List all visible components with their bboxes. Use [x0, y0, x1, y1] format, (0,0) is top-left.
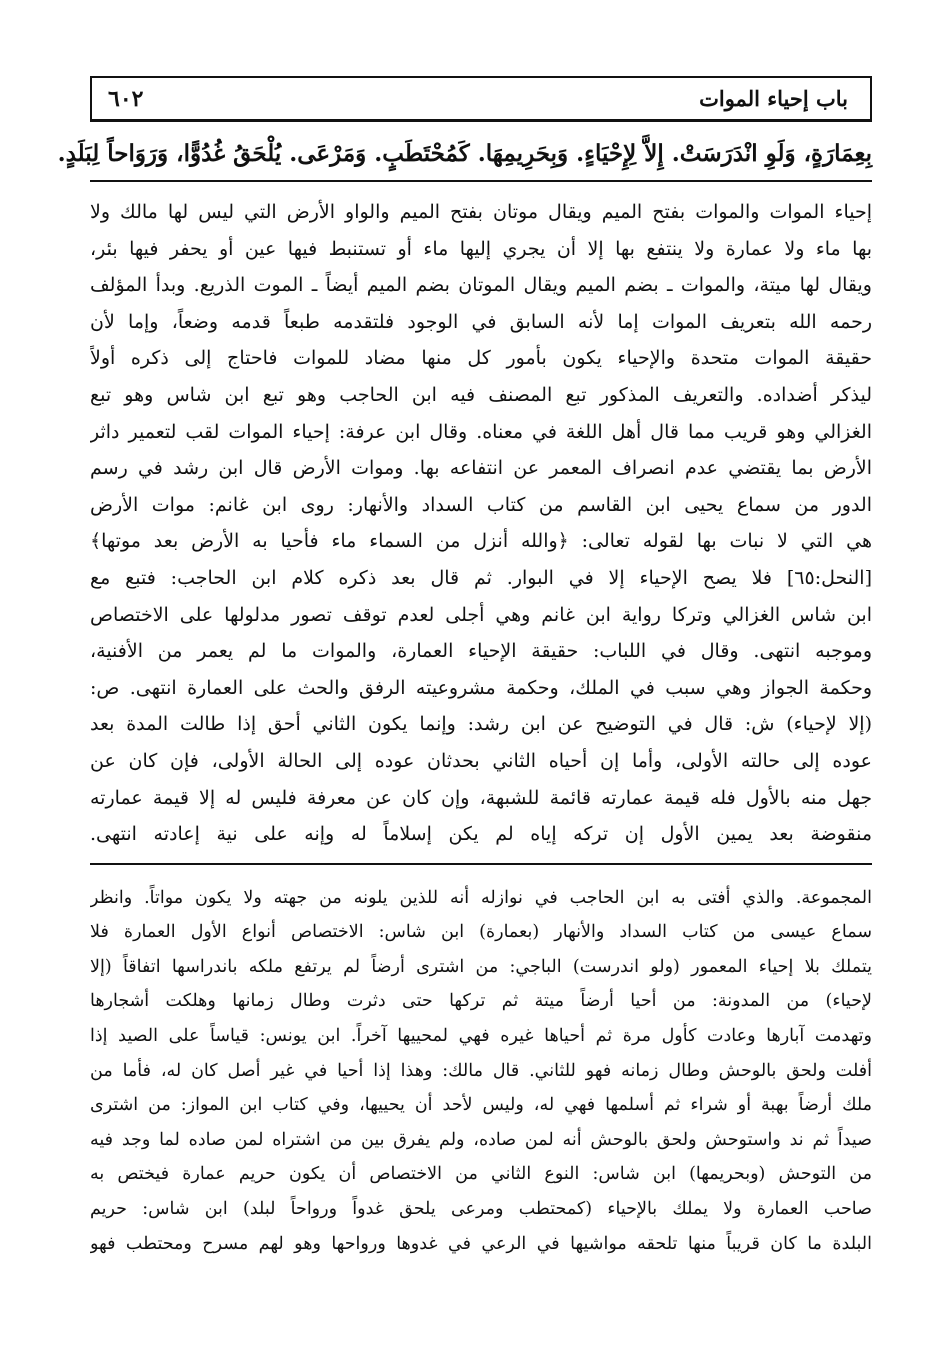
commentary-body	[90, 194, 872, 853]
commentary-line: حقيقة الموات متحدة والإحياء يكون بأمور كل منها مضاد للموات فاحتاج إلى ذكره أولاً	[90, 347, 872, 370]
commentary-line: (إلا لإحياء) ش: قال في التوضيح عن ابن رشد: وإنما يكون الثاني أحق إذا طالت المدة بعد	[90, 713, 872, 736]
note-line: من التوحش (وبحريمها) ابن شاس: النوع الثاني من الاختصاص أن يكون حريم عمارة فيختص به	[90, 1164, 872, 1185]
note-line: المجموعة. والذي أفتى به ابن الحاجب في نوازله أنه للذين يلونه من جهته ولا يكون مواتاً. وانظر	[90, 887, 872, 908]
note-line: أفلت ولحق بالوحش وطال زمانه فهو للثاني. قال مالك: وهذا إذا أحيا في غير أصل كان له، فأما من	[90, 1060, 872, 1081]
chapter-title: باب إحياء الموات	[699, 86, 848, 111]
commentary-line: رحمه الله بتعريف الموات إما لأنه السابق في الوجود فلتقدمه طبعاً قدمه وضعاً، وإما لأن	[90, 310, 872, 333]
commentary-line: ويقال لها ميتة، والموات ـ بضم الميم ويقال الموتان بضم الميم أيضاً ـ الموت الذريع. وبدأ المؤلف	[90, 274, 872, 297]
note-line: سماع عيسى من كتاب السداد والأنهار (بعمارة) ابن شاس: الاختصاص أنواع الأول العمارة فلا	[90, 922, 872, 943]
commentary-line: الغزالي وهو قريب مما قال أهل اللغة في معناه. وقال ابن عرفة: إحياء الموات لقب لتعمير داثر	[90, 420, 872, 443]
matn-text: بِعِمَارَةٍ، وَلَوِ انْدَرَسَتْ. إِلاَّ لِإِحْيَاءٍ. وَبِحَرِيمِهَا. كَمُحْتَطَبٍ. وَمَرْعَى. يُلْحَقُ غُدُوًّا، وَرَوَاحاً لِبَلَدٍ.	[57, 140, 872, 167]
page-header	[90, 76, 872, 122]
note-line: صيداً ثم ند واستوحش ولحق بالوحش أنه لمن صاده، ولم يفرق بين من اشتراه لمن صاده لما وجد فيه	[90, 1129, 872, 1150]
note-line: لإحياء) من المدونة: من أحيا أرضاً ميتة ثم تركها حتى دثرت وطال زمانها وهلكت أشجارها	[90, 991, 872, 1012]
commentary-line: بها ماء ولا عمارة ولا ينتفع بها إلا أن يجري إليها ماء أو تستنبط فيها عين أو يحفر فيها بئر،	[90, 237, 872, 260]
commentary-line: ابن شاس الغزالي وتركا رواية ابن غانم وهي أجلى لعدم توقف تصور مدلولها على الاختصاص	[90, 603, 872, 626]
commentary-line: وحكمة الجواز وهي سبب في الملك، وحكمة مشروعيته الرفق والحث على العمارة انتهى. ص:	[90, 676, 872, 699]
commentary-line: جهل منه بالأول فله قيمة عمارته قائمة للشبهة، وإن كان عن معرفة فليس له إلا قيمة عمارته	[90, 786, 872, 809]
matn-divider	[90, 180, 872, 182]
commentary-line: منقوضة بعد يمين الأول إن تركه إياه لم يكن إسلاماً له وإنه على نية إعادته انتهى.	[90, 823, 872, 846]
commentary-line: الدور من سماع يحيى ابن القاسم من كتاب السداد والأنهار: روى ابن غانم: موات الأرض	[90, 493, 872, 516]
book-page	[57, 76, 872, 1261]
note-line: صاحب العمارة ولا يملك بالإحياء (كمحتطب ومرعى يلحق غدواً ورواحاً لبلد) ابن شاس: حريم	[90, 1199, 872, 1220]
note-line: البلدة ما كان قريباً منها تلحقه مواشيها في الرعي في غدوها ورواحها وهو لهم مسرح ومحتطب فهو	[90, 1233, 872, 1254]
commentary-line: ليذكر أضداده. والتعريف المذكور تبع المصنف فيه ابن الحاجب وهو تبع ابن شاس وهو تبع	[90, 383, 872, 406]
commentary-line: [النحل:٦٥] فلا يصح الإحياء إلا في البوار. ثم قال بعد ذكره كلام ابن الحاجب: فتبع مع	[90, 566, 872, 589]
commentary-line: عوده إلى حالته الأولى، وأما إن أحياه الثاني بحدثان عوده إلى الحالة الأولى، فإن كان عن	[90, 749, 872, 772]
note-line: ملك أرضاً بهبة أو شراء ثم أسلمها فهي له، وليس لأحد أن يحييها، وفي كتاب ابن المواز: من اشترى	[90, 1095, 872, 1116]
commentary-line: الأرض بما يقتضي عدم انصراف المعمر عن انتفاعه بها. وموات الأرض قال ابن رشد في رسم	[90, 457, 872, 480]
footnote-divider	[90, 863, 872, 865]
commentary-line: وموجبه انتهى. وقال في اللباب: حقيقة الإحياء العمارة، والموات ما لم يعمر من الأفنية،	[90, 640, 872, 663]
marginal-notes	[90, 881, 872, 1262]
commentary-line: إحياء الموات والموات بفتح الميم ويقال موتان بفتح الميم والواو الأرض التي ليس لها مالك ولا	[90, 201, 872, 223]
page-number: ٦٠٢	[108, 85, 144, 112]
note-line: وتهدمت آبارها وعادت كأول مرة ثم أحياها غيره فهي لمحييها آخراً. ابن يونس: قياساً على الصيد إذا	[90, 1026, 872, 1047]
commentary-line: هي التي لا نبات بها لقوله تعالى: ﴿والله أنزل من السماء ماء فأحيا به الأرض بعد موتها﴾	[90, 530, 872, 553]
note-line: يتملك بلا إحياء المعمور (ولو اندرست) الباجي: من اشترى أرضاً لم يرتفع ملكه باندراسها اتفاقاً (إلا	[90, 956, 872, 977]
